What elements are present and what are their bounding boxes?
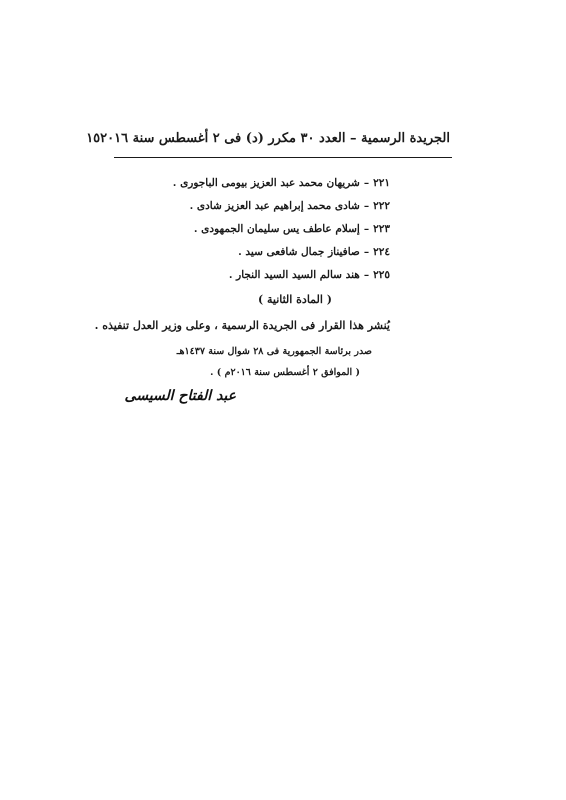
- list-item: ٢٢٢–شادى محمد إبراهيم عبد العزيز شادى .: [189, 200, 390, 212]
- page-header: [86, 131, 450, 146]
- header-title: الجريدة الرسمية – العدد ٣٠ مكرر (د) فى ٢ أغسطس سنة ٢٠١٦: [100, 131, 450, 146]
- item-name: إسلام عاطف يس سليمان الجمهودى .: [193, 223, 360, 235]
- item-name: شادى محمد إبراهيم عبد العزيز شادى .: [189, 200, 360, 212]
- item-name: صافيناز جمال شافعى سيد .: [238, 246, 360, 258]
- list-item: ٢٢١–شريهان محمد عبد العزيز بيومى الباجورى .: [172, 177, 390, 189]
- item-name: هند سالم السيد السيد النجار .: [228, 269, 360, 281]
- issued-line: صدر برئاسة الجمهورية فى ٢٨ شوال سنة ١٤٣٧هـ: [176, 346, 372, 357]
- corresponding-date: ( الموافق ٢ أغسطس سنة ٢٠١٦م ) .: [210, 367, 360, 378]
- article-title: ( المادة الثانية ): [257, 293, 332, 306]
- list-item: ٢٢٥–هند سالم السيد السيد النجار .: [228, 269, 390, 281]
- header-divider: [114, 157, 452, 158]
- list-item: ٢٢٣–إسلام عاطف يس سليمان الجمهودى .: [193, 223, 390, 235]
- item-name: شريهان محمد عبد العزيز بيومى الباجورى .: [172, 177, 360, 189]
- page-number: ١٥: [86, 131, 101, 146]
- item-number: ٢٢١: [373, 177, 390, 189]
- signature: عبد الفتاح السيسى: [124, 388, 236, 404]
- item-number: ٢٢٤: [373, 246, 390, 258]
- item-number: ٢٢٢: [373, 200, 390, 212]
- item-number: ٢٢٥: [373, 269, 390, 281]
- body-text: يُنشر هذا القرار فى الجريدة الرسمية ، وعلى وزير العدل تنفيذه .: [94, 319, 390, 332]
- item-number: ٢٢٣: [373, 223, 390, 235]
- list-item: ٢٢٤–صافيناز جمال شافعى سيد .: [238, 246, 390, 258]
